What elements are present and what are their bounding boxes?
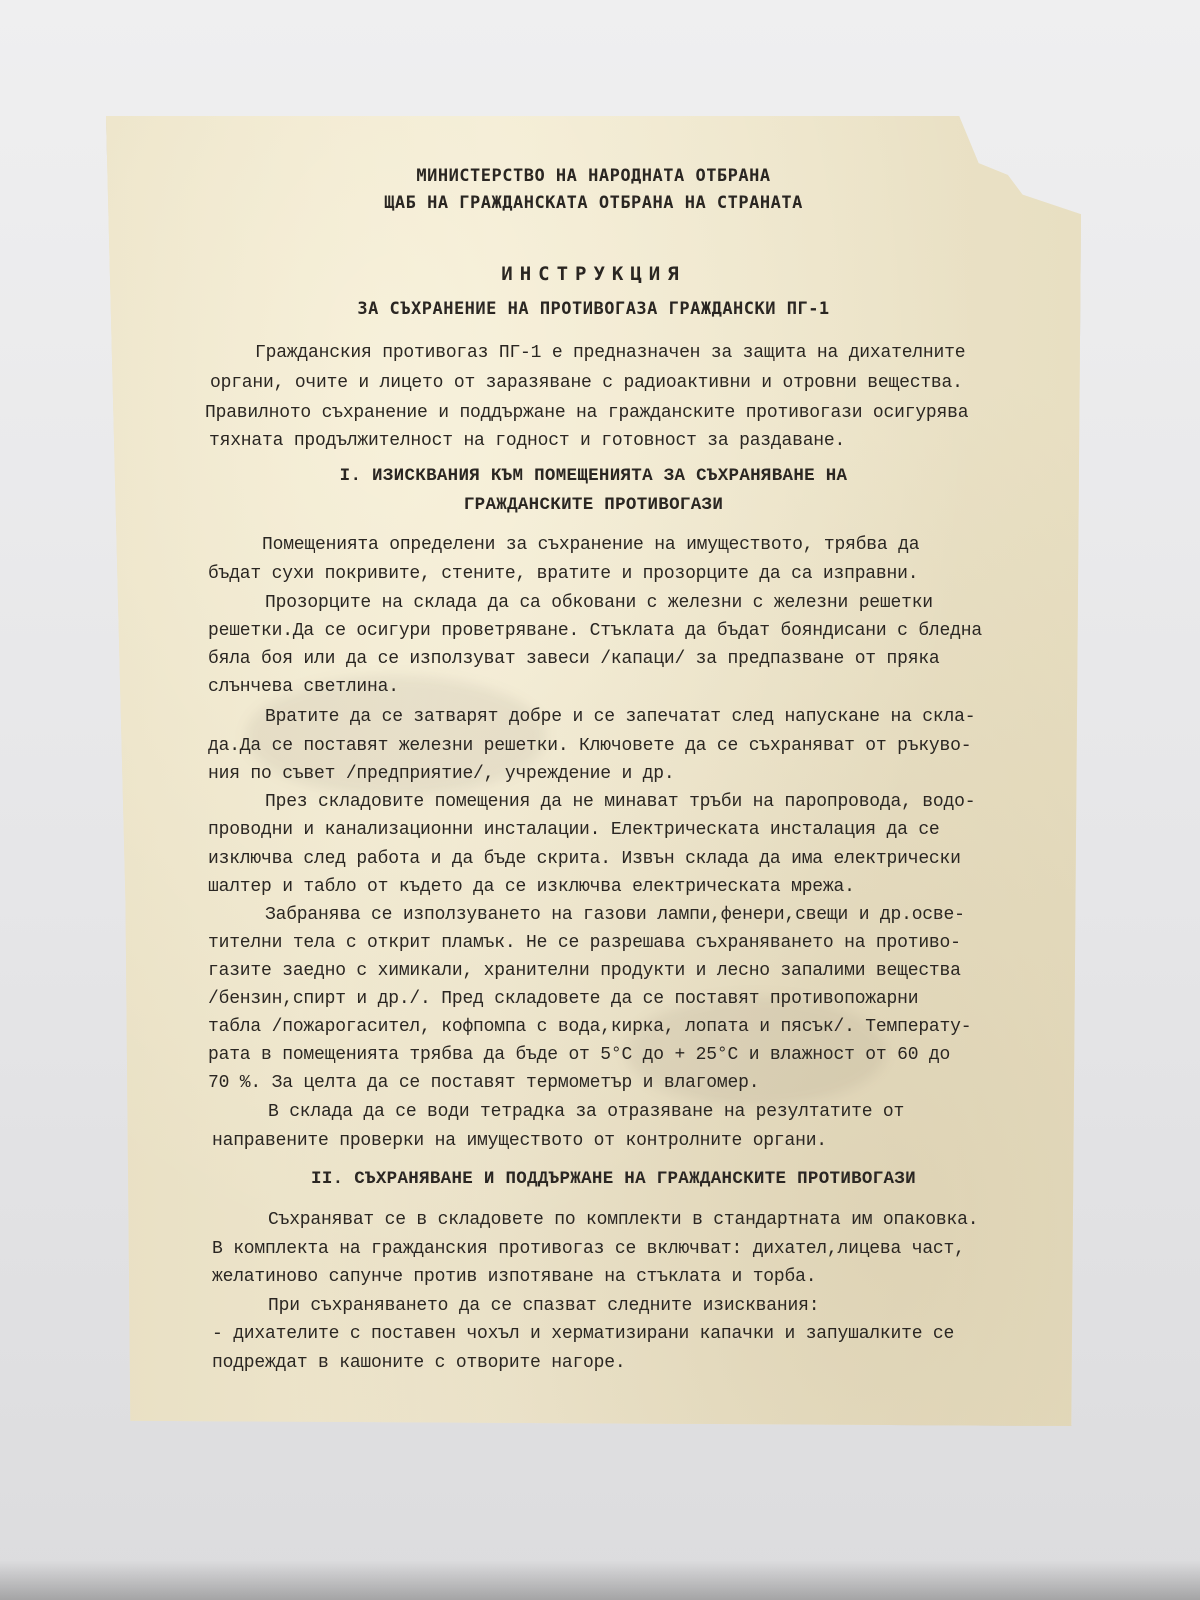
section-1-line: тителни тела с открит пламък. Не се разрешава съхраняването на противо-	[208, 933, 961, 953]
section-1-line: рата в помещенията трябва да бъде от 5°С до + 25°С и влажност от 60 до	[208, 1045, 951, 1065]
section-1-line: Забранява се използуването на газови лампи,фенери,свещи и др.осве-	[265, 905, 965, 925]
section-1-heading-line-1: I. ИЗИСКВАНИЯ КЪМ ПОМЕЩЕНИЯТА ЗА СЪХРАНЯВАНЕ НА	[339, 466, 848, 486]
section-2-line: При съхраняването да се спазват следните изисквания:	[268, 1296, 820, 1316]
section-1-line: бяла боя или да се използуват завеси /капаци/ за предпазване от пряка	[208, 649, 940, 669]
section-1-line: Прозорците на склада да са обковани с железни с железни решетки	[265, 593, 933, 613]
section-1-heading-line-2: ГРАЖДАНСКИТЕ ПРОТИВОГАЗИ	[463, 495, 724, 515]
intro-line: тяхната продължителност на годност и готовност за раздаване.	[209, 431, 846, 451]
section-1-line: табла /пожарогасител, кофпомпа с вода,кирка, лопата и пясък/. Температу-	[208, 1017, 972, 1037]
ministry-heading: МИНИСТЕРСТВО НА НАРОДНАТА ОТБРАНА	[416, 166, 771, 186]
section-1-line: /бензин,спирт и др./. Пред складовете да се поставят противопожарни	[208, 989, 919, 1009]
section-1-line: решетки.Да се осигури проветряване. Стъклата да бъдат бояндисани с бледна	[208, 621, 982, 641]
section-1-line: 70 %. За целта да се поставят термометър и влагомер.	[208, 1073, 760, 1093]
section-2-heading: II. СЪХРАНЯВАНЕ И ПОДДЪРЖАНЕ НА ГРАЖДАНСКИТЕ ПРОТИВОГАЗИ	[311, 1169, 916, 1189]
document-page	[106, 116, 1081, 1426]
section-2-line: В комплекта на гражданския противогаз се включват: дихател,лицева част,	[212, 1239, 965, 1259]
section-2-line: подреждат в кашоните с отворите нагоре.	[212, 1353, 626, 1373]
section-1-line: да.Да се поставят железни решетки. Ключовете да се съхраняват от ръкуво-	[208, 736, 972, 756]
section-1-line: газите заедно с химикали, хранителни продукти и лесно запалими вещества	[208, 961, 961, 981]
section-2-line: желатиново сапунче против изпотяване на стъклата и торба.	[212, 1267, 817, 1287]
intro-line: органи, очите и лицето от заразяване с радиоактивни и отровни вещества.	[210, 373, 963, 393]
section-1-line: проводни и канализационни инсталации. Електрическата инсталация да се	[208, 820, 940, 840]
section-2-line: - дихателите с поставен чохъл и херматизирани капачки и запушалките се	[212, 1324, 955, 1344]
section-1-line: изключва след работа и да бъде скрита. Извън склада да има електрически	[208, 849, 961, 869]
staff-heading: ЩАБ НА ГРАЖДАНСКАТА ОТБРАНА НА СТРАНАТА	[384, 193, 803, 213]
section-1-line: ния по съвет /предприятие/, учреждение и др.	[208, 764, 675, 784]
section-1-line: слънчева светлина.	[208, 677, 399, 697]
document-title: ИНСТРУКЦИЯ	[501, 263, 686, 285]
document-subtitle: ЗА СЪХРАНЕНИЕ НА ПРОТИВОГАЗА ГРАЖДАНСКИ ПГ-1	[357, 299, 830, 319]
section-1-line: шалтер и табло от където да се изключва електрическата мрежа.	[208, 877, 855, 897]
table-shadow	[0, 1560, 1200, 1600]
section-2-line: Съхраняват се в складовете по комплекти в стандартната им опаковка.	[268, 1210, 979, 1230]
section-1-line: Вратите да се затварят добре и се запечатат след напускане на скла-	[265, 707, 976, 727]
section-1-line: В склада да се води тетрадка за отразяване на резултатите от	[268, 1102, 905, 1122]
section-1-line: Помещенията определени за съхранение на имуществото, трябва да	[262, 535, 920, 555]
intro-line: Гражданския противогаз ПГ-1 е предназначен за защита на дихателните	[255, 343, 966, 363]
intro-line: Правилното съхранение и поддържане на гражданските противогази осигурява	[205, 403, 969, 423]
section-1-line: направените проверки на имуществото от контролните органи.	[212, 1131, 827, 1151]
section-1-line: През складовите помещения да не минават тръби на паропровода, водо-	[265, 792, 976, 812]
section-1-line: бъдат сухи покривите, стените, вратите и прозорците да са изправни.	[208, 564, 919, 584]
